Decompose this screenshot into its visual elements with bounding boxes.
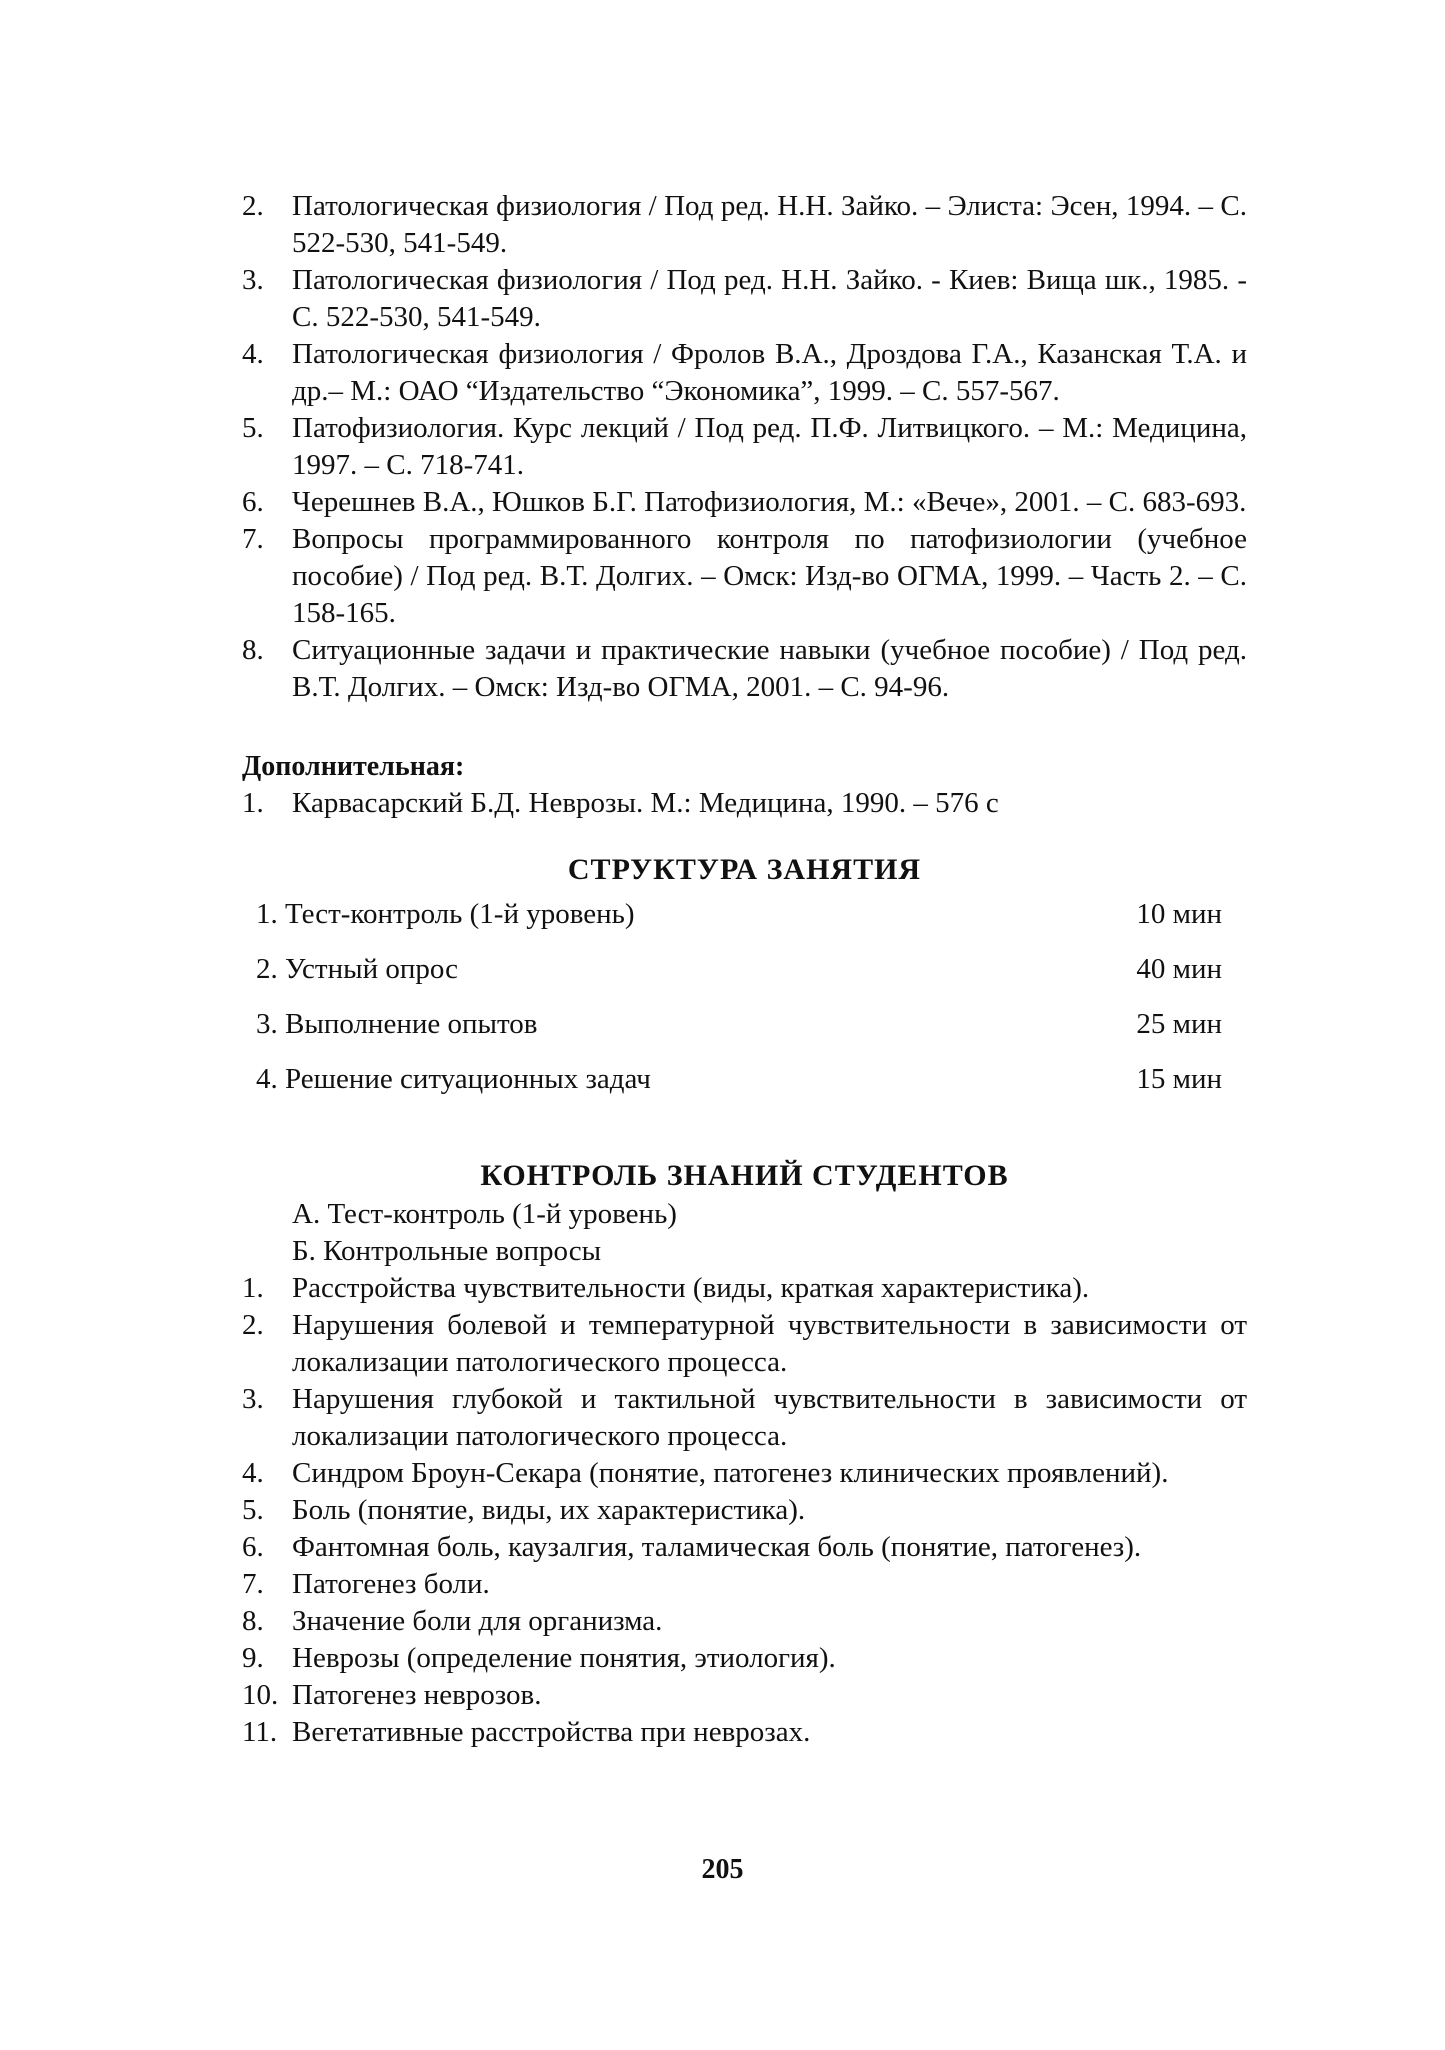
item-text: Патологическая физиология / Под ред. Н.Н. Зайко. – Элиста: Эсен, 1994. – С. 522-530, 541-549. xyxy=(292,190,1247,259)
item-number: 2. xyxy=(242,190,264,222)
item-number: 8. xyxy=(242,1605,264,1637)
control-title: КОНТРОЛЬ ЗНАНИЙ СТУДЕНТОВ xyxy=(480,1159,1009,1192)
structure-table xyxy=(242,896,1236,1116)
list-item xyxy=(242,1381,1247,1455)
item-number: 1. xyxy=(242,1272,264,1304)
item-number: 6. xyxy=(242,486,264,518)
item-text: Черешнев В.А., Юшков Б.Г. Патофизиология, М.: «Вече», 2001. – С. 683-693. xyxy=(292,486,1247,518)
item-number: 10. xyxy=(242,1679,279,1711)
list-item xyxy=(242,1714,1247,1751)
structure-duration: 15 мин xyxy=(1136,1063,1222,1095)
item-number: 1. xyxy=(242,787,264,819)
structure-label: 4. Решение ситуационных задач xyxy=(256,1063,651,1095)
page-number: 205 xyxy=(701,1854,744,1885)
structure-duration: 25 мин xyxy=(1136,1008,1222,1040)
list-item xyxy=(242,1270,1247,1307)
literature-list xyxy=(242,188,1247,706)
list-item xyxy=(242,1640,1247,1677)
item-text: Ситуационные задачи и практические навыки (учебное пособие) / Под ред. В.Т. Долгих. – Омск: Изд-во ОГМА, 2001. – С. 94-96. xyxy=(292,634,1247,703)
item-text: Синдром Броун-Секара (понятие, патогенез клинических проявлений). xyxy=(292,1457,1169,1489)
list-item xyxy=(242,1566,1247,1603)
item-number: 8. xyxy=(242,634,264,666)
item-text: Вегетативные расстройства при неврозах. xyxy=(292,1716,811,1748)
list-item xyxy=(242,1677,1247,1714)
item-text: Боль (понятие, виды, их характеристика). xyxy=(292,1494,806,1526)
list-item xyxy=(242,632,1247,706)
item-number: 5. xyxy=(242,412,264,444)
item-text: Расстройства чувствительности (виды, краткая характеристика). xyxy=(292,1272,1090,1304)
item-text: Фантомная боль, каузалгия, таламическая боль (понятие, патогенез). xyxy=(292,1531,1142,1563)
item-number: 6. xyxy=(242,1531,264,1563)
list-item xyxy=(242,1455,1247,1492)
structure-row xyxy=(256,1006,1236,1061)
item-number: 2. xyxy=(242,1309,264,1341)
structure-duration: 40 мин xyxy=(1136,953,1222,985)
item-number: 7. xyxy=(242,1568,264,1600)
item-number: 4. xyxy=(242,1457,264,1489)
item-text: Значение боли для организма. xyxy=(292,1605,663,1637)
list-item xyxy=(242,484,1247,521)
structure-row xyxy=(256,951,1236,1006)
structure-label: 1. Тест-контроль (1-й уровень) xyxy=(256,898,635,930)
structure-label: 2. Устный опрос xyxy=(256,953,458,985)
list-item xyxy=(242,336,1247,410)
item-text: Патогенез неврозов. xyxy=(292,1679,542,1711)
item-text: Вопросы программированного контроля по патофизиологии (учебное пособие) / Под ред. В.Т. Долгих. – Омск: Изд-во ОГМА, 1999. – Часть 2. – С. 158-165. xyxy=(292,523,1247,629)
item-text: Нарушения глубокой и тактильной чувствительности в зависимости от локализации патологического процесса. xyxy=(292,1383,1247,1452)
item-number: 3. xyxy=(242,1383,264,1415)
item-text: Неврозы (определение понятия, этиология). xyxy=(292,1642,836,1674)
item-text: Патологическая физиология / Под ред. Н.Н. Зайко. - Киев: Вища шк., 1985. - С. 522-530, 541-549. xyxy=(292,264,1247,333)
structure-title: СТРУКТУРА ЗАНЯТИЯ xyxy=(567,853,922,886)
list-item xyxy=(242,1307,1247,1381)
item-text: Патогенез боли. xyxy=(292,1568,490,1600)
item-text: Патофизиология. Курс лекций / Под ред. П.Ф. Литвицкого. – М.: Медицина, 1997. – С. 718-741. xyxy=(292,412,1247,481)
item-text: Нарушения болевой и температурной чувствительности в зависимости от локализации патологического процесса. xyxy=(292,1309,1247,1378)
list-item xyxy=(242,1529,1247,1566)
list-item xyxy=(242,1492,1247,1529)
list-item xyxy=(242,521,1247,632)
additional-list xyxy=(242,785,1247,822)
structure-label: 3. Выполнение опытов xyxy=(256,1008,538,1040)
structure-duration: 10 мин xyxy=(1136,898,1222,930)
item-text: Патологическая физиология / Фролов В.А., Дроздова Г.А., Казанская Т.А. и др.– М.: ОАО “Издательство “Экономика”, 1999. – С. 557-567. xyxy=(292,338,1247,407)
item-number: 7. xyxy=(242,523,264,555)
item-number: 11. xyxy=(242,1716,278,1748)
list-item xyxy=(242,410,1247,484)
item-number: 4. xyxy=(242,338,264,370)
list-item xyxy=(242,1603,1247,1640)
list-item xyxy=(242,262,1247,336)
additional-heading: Дополнительная: xyxy=(242,751,465,782)
control-subsection-a: А. Тест-контроль (1-й уровень) xyxy=(292,1198,677,1230)
questions-list xyxy=(242,1270,1247,1751)
list-item xyxy=(242,785,1247,822)
structure-row xyxy=(256,1061,1236,1116)
item-number: 9. xyxy=(242,1642,264,1674)
list-item xyxy=(242,188,1247,262)
page-content xyxy=(242,188,1247,1751)
structure-row xyxy=(256,896,1236,951)
item-number: 3. xyxy=(242,264,264,296)
control-subsection-b: Б. Контрольные вопросы xyxy=(292,1235,602,1267)
item-text: Карвасарский Б.Д. Неврозы. М.: Медицина, 1990. – 576 с xyxy=(292,787,999,819)
item-number: 5. xyxy=(242,1494,264,1526)
